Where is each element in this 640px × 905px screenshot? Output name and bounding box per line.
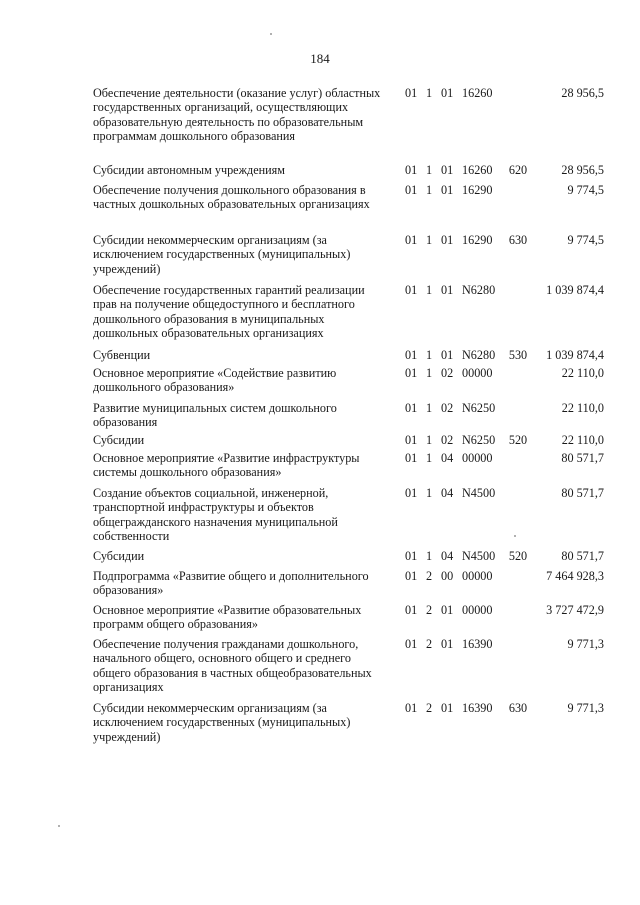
row-target-code <box>405 233 510 247</box>
row-target-code <box>405 569 510 583</box>
row-target-code <box>405 603 510 617</box>
code-subprogram: 2 <box>426 569 433 583</box>
row-target-code <box>405 163 510 177</box>
code-activity: 01 <box>441 701 454 715</box>
row-target-code <box>405 433 510 447</box>
row-name: Обеспечение государственных гарантий реализации прав на получение общедоступного и бесплатного дошкольного образования в муниципальных дошкольных образовательных организациях <box>93 283 365 341</box>
code-program: 01 <box>405 348 418 362</box>
code-subprogram: 1 <box>426 366 433 380</box>
row-amount: 9 774,5 <box>567 233 604 247</box>
code-direction: 16290 <box>462 183 493 197</box>
code-subprogram: 2 <box>426 701 433 715</box>
code-subprogram: 2 <box>426 637 433 651</box>
code-program: 01 <box>405 701 418 715</box>
code-activity: 02 <box>441 433 454 447</box>
row-expense-type: 530 <box>508 348 528 362</box>
row-amount: 22 110,0 <box>561 401 604 415</box>
code-direction: 16390 <box>462 701 493 715</box>
code-activity: 01 <box>441 283 454 297</box>
row-target-code <box>405 283 510 297</box>
code-program: 01 <box>405 637 418 651</box>
code-activity: 02 <box>441 401 454 415</box>
row-target-code <box>405 183 510 197</box>
row-name: Субвенции <box>93 348 151 362</box>
code-activity: 01 <box>441 86 454 100</box>
row-amount: 22 110,0 <box>561 433 604 447</box>
code-program: 01 <box>405 183 418 197</box>
code-subprogram: 1 <box>426 163 433 177</box>
code-direction: 00000 <box>462 366 493 380</box>
code-program: 01 <box>405 283 418 297</box>
row-name: Подпрограмма «Развитие общего и дополнительного образования» <box>93 569 369 598</box>
row-target-code <box>405 348 510 362</box>
row-target-code <box>405 86 510 100</box>
code-direction: 16290 <box>462 233 493 247</box>
row-amount: 22 110,0 <box>561 366 604 380</box>
code-program: 01 <box>405 401 418 415</box>
code-direction: 16260 <box>462 163 493 177</box>
code-activity: 01 <box>441 183 454 197</box>
row-name: Субсидии некоммерческим организациям (за исключением государственных (муниципальных) учреждений) <box>93 233 351 276</box>
code-program: 01 <box>405 569 418 583</box>
scan-speck <box>270 33 272 35</box>
code-activity: 01 <box>441 163 454 177</box>
row-target-code <box>405 701 510 715</box>
code-subprogram: 1 <box>426 86 433 100</box>
row-name: Субсидии некоммерческим организациям (за исключением государственных (муниципальных) учреждений) <box>93 701 351 744</box>
code-program: 01 <box>405 549 418 563</box>
code-subprogram: 1 <box>426 283 433 297</box>
code-direction: 16260 <box>462 86 493 100</box>
row-amount: 1 039 874,4 <box>546 348 604 362</box>
row-expense-type: 630 <box>508 233 528 247</box>
row-amount: 28 956,5 <box>561 86 604 100</box>
row-expense-type: 620 <box>508 163 528 177</box>
code-activity: 02 <box>441 366 454 380</box>
row-name: Основное мероприятие «Содействие развитию дошкольного образования» <box>93 366 337 395</box>
code-subprogram: 1 <box>426 486 433 500</box>
row-amount: 9 771,3 <box>567 701 604 715</box>
code-direction: N4500 <box>462 549 496 563</box>
row-amount: 1 039 874,4 <box>546 283 604 297</box>
code-direction: 00000 <box>462 569 493 583</box>
page-number: 184 <box>310 51 330 66</box>
code-direction: 00000 <box>462 451 493 465</box>
code-activity: 01 <box>441 348 454 362</box>
row-name: Создание объектов социальной, инженерной, транспортной инфраструктуры и объектов общегражданского назначения муниципальной собственности <box>93 486 338 544</box>
code-activity: 01 <box>441 603 454 617</box>
code-activity: 00 <box>441 569 454 583</box>
row-name: Обеспечение деятельности (оказание услуг) областных государственных организаций, осуществляющих образовательную деятельность по образовательным программам дошкольного образования <box>93 86 381 144</box>
row-name: Обеспечение получения дошкольного образования в частных дошкольных образовательных организациях <box>93 183 370 212</box>
row-name: Развитие муниципальных систем дошкольного образования <box>93 401 337 430</box>
row-target-code <box>405 366 510 380</box>
code-activity: 04 <box>441 486 454 500</box>
code-program: 01 <box>405 163 418 177</box>
row-amount: 80 571,7 <box>561 451 604 465</box>
code-activity: 04 <box>441 451 454 465</box>
row-target-code <box>405 637 510 651</box>
code-direction: N6250 <box>462 433 496 447</box>
row-name: Обеспечение получения гражданами дошкольного, начального общего, основного общего и среднего общего образования в частных общеобразовательных организациях <box>93 637 372 695</box>
code-program: 01 <box>405 233 418 247</box>
code-direction: 00000 <box>462 603 493 617</box>
row-name: Основное мероприятие «Развитие инфраструктуры системы дошкольного образования» <box>93 451 360 480</box>
row-target-code <box>405 401 510 415</box>
code-program: 01 <box>405 451 418 465</box>
code-direction: N6280 <box>462 283 496 297</box>
code-subprogram: 1 <box>426 451 433 465</box>
code-direction: 16390 <box>462 637 493 651</box>
code-program: 01 <box>405 433 418 447</box>
row-amount: 80 571,7 <box>561 549 604 563</box>
row-name: Субсидии <box>93 549 145 563</box>
code-program: 01 <box>405 86 418 100</box>
code-direction: N4500 <box>462 486 496 500</box>
code-program: 01 <box>405 366 418 380</box>
code-direction: N6280 <box>462 348 496 362</box>
row-expense-type: 520 <box>508 549 528 563</box>
code-program: 01 <box>405 603 418 617</box>
code-subprogram: 1 <box>426 233 433 247</box>
code-subprogram: 1 <box>426 183 433 197</box>
code-activity: 04 <box>441 549 454 563</box>
row-amount: 7 464 928,3 <box>546 569 604 583</box>
row-name: Основное мероприятие «Развитие образовательных программ общего образования» <box>93 603 362 632</box>
row-amount: 28 956,5 <box>561 163 604 177</box>
row-target-code <box>405 549 510 563</box>
row-amount: 80 571,7 <box>561 486 604 500</box>
row-expense-type: 630 <box>508 701 528 715</box>
code-subprogram: 1 <box>426 401 433 415</box>
row-target-code <box>405 486 510 500</box>
code-subprogram: 2 <box>426 603 433 617</box>
row-target-code <box>405 451 510 465</box>
code-program: 01 <box>405 486 418 500</box>
row-amount: 9 774,5 <box>567 183 604 197</box>
row-amount: 9 771,3 <box>567 637 604 651</box>
row-name: Субсидии <box>93 433 145 447</box>
scan-speck <box>514 535 516 537</box>
scan-speck <box>58 825 60 827</box>
row-expense-type: 520 <box>508 433 528 447</box>
code-subprogram: 1 <box>426 348 433 362</box>
code-subprogram: 1 <box>426 433 433 447</box>
row-amount: 3 727 472,9 <box>546 603 604 617</box>
code-direction: N6250 <box>462 401 496 415</box>
code-subprogram: 1 <box>426 549 433 563</box>
code-activity: 01 <box>441 637 454 651</box>
code-activity: 01 <box>441 233 454 247</box>
row-name: Субсидии автономным учреждениям <box>93 163 285 177</box>
